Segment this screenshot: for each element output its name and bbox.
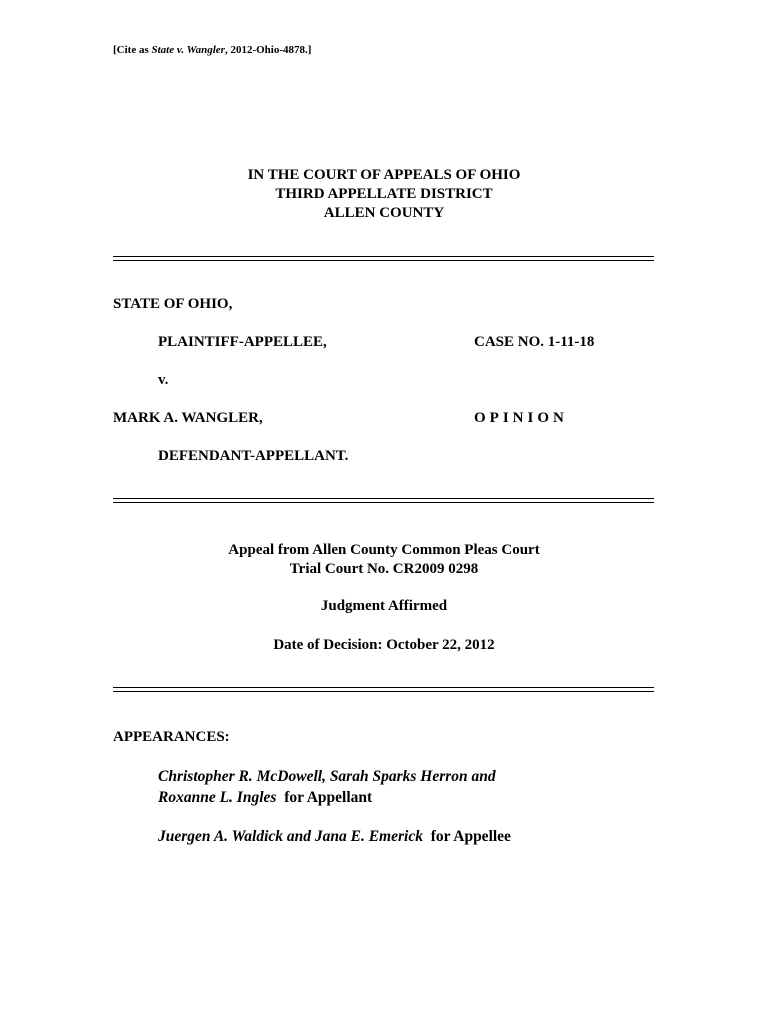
- court-county: ALLEN COUNTY: [323, 205, 445, 221]
- divider-rule: [113, 687, 654, 688]
- appellee-counsel: [158, 826, 511, 847]
- appellee-counsel-names: Juergen A. Waldick and Jana E. Emerick: [158, 828, 423, 845]
- appellant-counsel: [158, 766, 496, 808]
- court-district: THIRD APPELLATE DISTRICT: [275, 186, 493, 202]
- citation-prefix: [Cite as: [113, 44, 152, 56]
- appellant-counsel-names-cont: Roxanne L. Ingles: [158, 789, 277, 806]
- trial-court-number: Trial Court No. CR2009 0298: [289, 561, 479, 577]
- divider-rule: [113, 691, 654, 692]
- opinion-label: OPINION: [474, 410, 568, 426]
- defendant-role: DEFENDANT-APPELLANT.: [158, 448, 349, 464]
- divider-rule: [113, 502, 654, 503]
- appellant-role: for Appellant: [284, 789, 373, 806]
- plaintiff-role: PLAINTIFF-APPELLEE,: [158, 334, 327, 350]
- appeal-source: [0, 541, 768, 579]
- appearances-heading: APPEARANCES:: [113, 729, 230, 745]
- plaintiff-name: STATE OF OHIO,: [113, 296, 233, 312]
- divider-rule: [113, 498, 654, 499]
- versus: v.: [158, 372, 169, 388]
- appellee-role: for Appellee: [430, 828, 511, 845]
- case-number: CASE NO. 1-11-18: [474, 334, 595, 350]
- judgment-result: Judgment Affirmed: [320, 598, 448, 614]
- appellant-counsel-names: Christopher R. McDowell, Sarah Sparks Herron and: [158, 768, 496, 785]
- decision-date: Date of Decision: October 22, 2012: [273, 637, 495, 653]
- citation-suffix: , 2012-Ohio-4878.]: [224, 44, 312, 56]
- divider-rule: [113, 256, 654, 257]
- citation-line: [113, 44, 311, 56]
- court-name: IN THE COURT OF APPEALS OF OHIO: [247, 167, 521, 183]
- citation-case-name: State v. Wangler: [151, 44, 225, 56]
- defendant-name: MARK A. WANGLER,: [113, 410, 263, 426]
- court-heading: [0, 166, 768, 223]
- divider-rule: [113, 260, 654, 261]
- appeal-from: Appeal from Allen County Common Pleas Court: [228, 542, 540, 558]
